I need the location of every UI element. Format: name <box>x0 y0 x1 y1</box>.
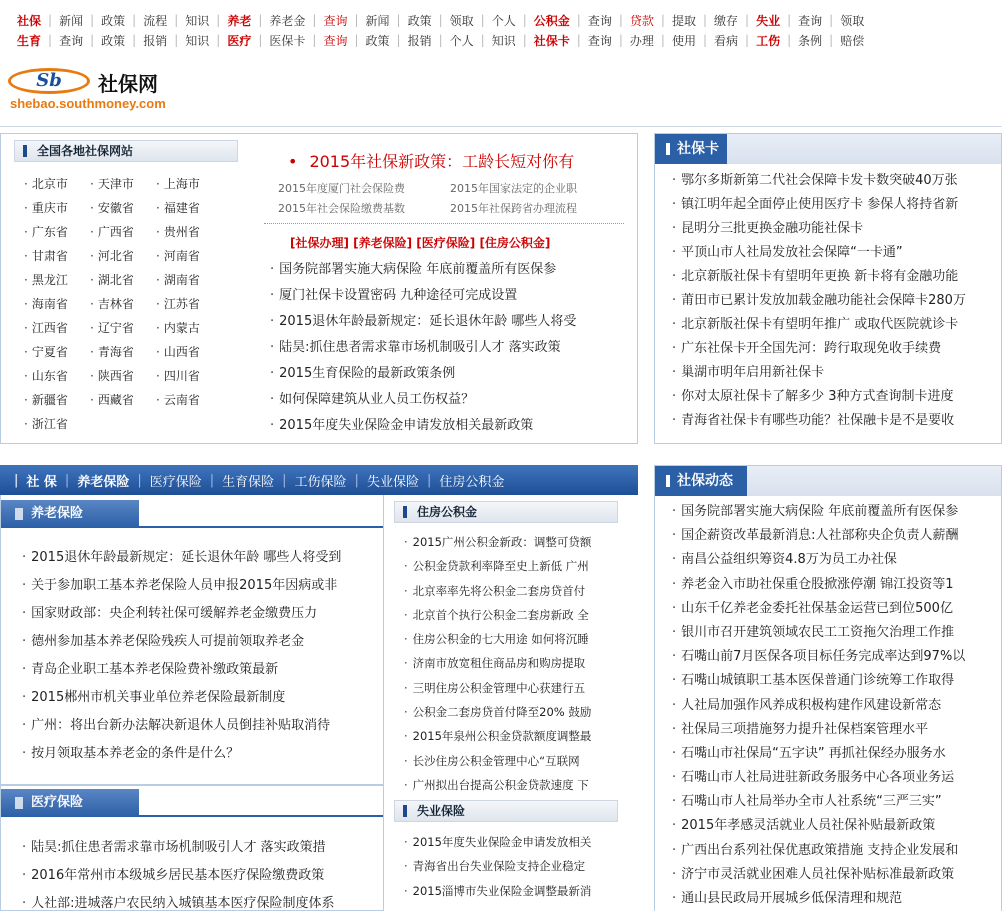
site-link[interactable]: · 云南省 <box>156 388 222 412</box>
sites-list <box>24 172 224 436</box>
nav-separator: | <box>258 13 263 27</box>
news-item[interactable]: · 2016年常州市本级城乡居民基本医疗保险缴费政策 <box>22 862 378 890</box>
yanglao-list <box>22 544 378 768</box>
nav-link[interactable]: 政策 <box>407 13 432 28</box>
nav-link[interactable]: 新闻 <box>59 13 84 28</box>
news-item[interactable]: · 2015年孝感灵活就业人员社保补贴最新政策 <box>672 814 994 838</box>
nav-link[interactable]: 流程 <box>143 13 168 28</box>
news-item[interactable]: · 国企薪资改革最新消息:人社部称央企负责人薪酬 <box>672 524 994 548</box>
news-item[interactable]: · 石嘴山市人社局进驻新政务服务中心各项业务运 <box>672 766 994 790</box>
nav-separator: | <box>396 13 401 27</box>
news-item[interactable]: · 石嘴山市人社局举办全市人社系统“三严三实” <box>672 790 994 814</box>
nav-link[interactable]: 工伤 <box>756 33 781 48</box>
news-item[interactable]: · 镇江明年起全面停止使用医疗卡 参保人将持省新 <box>672 193 994 217</box>
site-link[interactable]: · 湖南省 <box>156 268 222 292</box>
logo-name: 社保网 <box>98 72 158 96</box>
news-item[interactable]: · 莆田市已累计发放加载金融功能社会保障卡280万 <box>672 289 994 313</box>
news-item[interactable]: · 北京新版社保卡有望明年推广 或取代医院就诊卡 <box>672 313 994 337</box>
nav-separator: | <box>312 33 317 47</box>
category-tabbar <box>0 465 638 495</box>
nav-link[interactable]: 领取 <box>840 13 865 28</box>
site-link[interactable]: · 内蒙古 <box>156 316 222 340</box>
news-item[interactable]: · 广东社保卡开全国先河：跨行取现免收手续费 <box>672 337 994 361</box>
nav-separator: | <box>702 13 707 27</box>
news-item[interactable]: · 济宁市灵活就业困难人员社保补贴标准最新政策 <box>672 863 994 887</box>
nav-link[interactable]: 提取 <box>671 13 696 28</box>
tab-item[interactable]: 住房公积金 <box>439 474 505 490</box>
nav-separator: | <box>576 33 581 47</box>
news-item[interactable]: · 鄂尔多斯新第二代社会保障卡发卡数突破40万张 <box>672 169 994 193</box>
news-item[interactable]: · 昆明分三批更换金融功能社保卡 <box>672 217 994 241</box>
nav-separator: | <box>132 13 137 27</box>
news-item[interactable]: · 青海省出台失业保险支持企业稳定 <box>404 854 600 878</box>
nav-separator: | <box>174 13 179 27</box>
nav-separator: | <box>438 33 443 47</box>
nav-link[interactable]: 领取 <box>449 13 474 28</box>
nav-separator: | <box>480 13 485 27</box>
news-item[interactable]: · 青岛企业职工基本养老保险费补缴政策最新 <box>22 656 378 684</box>
dongtai-list <box>672 500 994 911</box>
nav-separator: | <box>216 13 221 27</box>
nav-separator: | <box>702 33 707 47</box>
news-item[interactable]: · 2015淄博市失业保险金调整最新消 <box>404 879 600 903</box>
headline-sub-2[interactable]: 2015年国家法定的企业职 <box>450 182 577 195</box>
nav-separator: | <box>618 33 623 47</box>
shiye-header: 失业保险 <box>394 800 618 822</box>
news-item[interactable]: · 住房公积金的七大用途 如何将沉睡 <box>404 627 600 651</box>
nav-link[interactable]: 办理 <box>629 33 654 48</box>
dongtai-header <box>655 466 1001 496</box>
nav-link[interactable]: 查询 <box>323 13 348 28</box>
news-item[interactable]: · 北京率率先将公积金二套房贷首付 <box>404 579 600 603</box>
nav-link[interactable]: 生育 <box>17 33 42 48</box>
logo-domain: shebao.southmoney.com <box>10 96 166 111</box>
nav-separator: | <box>745 13 750 27</box>
site-link[interactable]: · 贵州省 <box>156 220 222 244</box>
site-link[interactable]: · 浙江省 <box>24 412 90 436</box>
nav-row-1 <box>10 10 871 30</box>
news-item[interactable]: · 广州拟出台提高公积金贷款速度 下 <box>404 773 600 797</box>
sbk-list <box>672 169 994 433</box>
news-item[interactable]: · 国家财政部：央企利转社保可缓解养老金缴费压力 <box>22 600 378 628</box>
news-item[interactable]: · 德州参加基本养老保险残疾人可提前领取养老金 <box>22 628 378 656</box>
news-item[interactable]: · 山东千亿养老金委托社保基金运营已到位500亿 <box>672 597 994 621</box>
site-link[interactable]: · 广东省 <box>24 220 90 244</box>
news-item[interactable]: · 国务院部署实施大病保险 年底前覆盖所有医保参 <box>270 257 620 283</box>
nav-separator: | <box>216 33 221 47</box>
headline-news-list <box>270 257 620 439</box>
news-item[interactable]: · 公积金二套房贷首付降至20% 鼓励 <box>404 700 600 724</box>
yiliao-header <box>1 789 383 817</box>
nav-link[interactable]: 医保卡 <box>269 33 306 48</box>
site-link[interactable]: · 西藏省 <box>90 388 156 412</box>
news-item[interactable]: · 2015退休年龄最新规定：延长退休年龄 哪些人将受到 <box>22 544 378 572</box>
nav-link[interactable]: 养老金 <box>269 13 306 28</box>
site-link[interactable]: · 福建省 <box>156 196 222 220</box>
site-link[interactable]: · 山东省 <box>24 364 90 388</box>
site-link[interactable]: · 四川省 <box>156 364 222 388</box>
nav-separator: | <box>312 13 317 27</box>
news-item[interactable]: · 广州：将出台新办法解决新退休人员倒挂补贴取消待 <box>22 712 378 740</box>
nav-link[interactable]: 贷款 <box>629 13 654 28</box>
sbk-header <box>655 134 1001 164</box>
nav-separator: | <box>787 13 792 27</box>
nav-link[interactable]: 报销 <box>407 33 432 48</box>
nav-separator: | <box>90 13 95 27</box>
nav-link[interactable]: 查询 <box>323 33 348 48</box>
site-link[interactable]: · 新疆省 <box>24 388 90 412</box>
tab-item[interactable]: 失业保险 <box>366 474 419 490</box>
nav-separator: | <box>660 33 665 47</box>
nav-link[interactable]: 政策 <box>365 33 390 48</box>
nav-link[interactable]: 个人 <box>491 13 516 28</box>
nav-separator: | <box>660 13 665 27</box>
nav-link[interactable]: 条例 <box>798 33 823 48</box>
tab-item[interactable]: 生育保险 <box>222 474 275 490</box>
nav-link[interactable]: 个人 <box>449 33 474 48</box>
news-item[interactable]: · 2015年度失业保险金申请发放相关最新政策 <box>270 413 620 439</box>
site-link[interactable]: · 天津市 <box>90 172 156 196</box>
news-item[interactable]: · 如何保障建筑从业人员工伤权益？ <box>270 387 620 413</box>
news-item[interactable]: · 2015年泉州公积金贷款额度调整最 <box>404 724 600 748</box>
yiliao-list <box>22 834 378 911</box>
news-item[interactable]: · 石嘴山城镇职工基本医保普通门诊统筹工作取得 <box>672 669 994 693</box>
site-link[interactable]: · 北京市 <box>24 172 90 196</box>
news-item[interactable]: · 你对太原社保卡了解多少 3种方式查询制卡进度 <box>672 385 994 409</box>
tab-item[interactable]: 养老保险 <box>77 474 130 490</box>
news-item[interactable]: · 养老金入市助社保重仓股掀涨停潮 锦江投资等1 <box>672 573 994 597</box>
news-item[interactable]: · 2015生育保险的最新政策条例 <box>270 361 620 387</box>
site-link[interactable]: · 山西省 <box>156 340 222 364</box>
nav-separator: | <box>576 13 581 27</box>
news-item[interactable]: · 关于参加职工基本养老保险人员申报2015年因病或非 <box>22 572 378 600</box>
sbk-title: 社保卡 <box>659 134 727 164</box>
nav-link[interactable]: 查询 <box>587 33 612 48</box>
nav-separator: | <box>829 33 834 47</box>
site-link[interactable]: · 宁夏省 <box>24 340 90 364</box>
nav-link[interactable]: 查询 <box>798 13 823 28</box>
nav-link[interactable]: 失业 <box>756 13 781 28</box>
nav-link[interactable]: 知识 <box>185 33 210 48</box>
news-item[interactable]: · 北京首个执行公积金二套房新政 全 <box>404 603 600 627</box>
nav-link[interactable]: 使用 <box>671 33 696 48</box>
news-item[interactable]: · 按月领取基本养老金的条件是什么？ <box>22 740 378 768</box>
nav-link[interactable]: 缴存 <box>714 13 739 28</box>
yanglao-title: 养老保险 <box>1 500 139 528</box>
news-item[interactable]: · 北京新版社保卡有望明年更换 新卡将有金融功能 <box>672 265 994 289</box>
nav-link[interactable]: 社保 <box>17 13 42 28</box>
site-link[interactable]: · 江苏省 <box>156 292 222 316</box>
news-item[interactable]: · 2015年度失业保险金申请发放相关 <box>404 830 600 854</box>
tab-separator: | <box>354 472 359 488</box>
headline-bullet: • <box>288 152 298 171</box>
tab-separator: | <box>14 472 19 488</box>
category-links[interactable]: [社保办理] [养老保险] [医疗保险] [住房公积金] <box>290 236 551 250</box>
tab-separator: | <box>282 472 287 488</box>
headline-sub-1[interactable]: 2015年度厦门社会保险费 <box>278 182 405 195</box>
tab-item[interactable]: 工伤保险 <box>294 474 347 490</box>
site-link[interactable]: · 安徽省 <box>90 196 156 220</box>
news-item[interactable]: · 公积金贷款利率降至史上新低 广州 <box>404 554 600 578</box>
logo-mark: Sb <box>8 68 90 94</box>
nav-link[interactable]: 查询 <box>587 13 612 28</box>
site-logo[interactable] <box>6 66 206 114</box>
news-item[interactable]: · 2015广州公积金新政：调整可贷额 <box>404 530 600 554</box>
site-link[interactable]: · 青海省 <box>90 340 156 364</box>
nav-separator: | <box>438 13 443 27</box>
site-link[interactable]: · 海南省 <box>24 292 90 316</box>
nav-link[interactable]: 看病 <box>714 33 739 48</box>
site-link[interactable]: · 河南省 <box>156 244 222 268</box>
nav-separator: | <box>522 13 527 27</box>
news-item[interactable]: · 平顶山市人社局发放社会保障“一卡通” <box>672 241 994 265</box>
headline-sub-4[interactable]: 2015年社保跨省办理流程 <box>450 202 577 215</box>
nav-link[interactable]: 知识 <box>491 33 516 48</box>
news-item[interactable]: · 银川市召开建筑领域农民工工资拖欠治理工作推 <box>672 621 994 645</box>
site-link[interactable]: · 上海市 <box>156 172 222 196</box>
site-link[interactable]: · 重庆市 <box>24 196 90 220</box>
news-item[interactable]: · 人社部:进城落户农民纳入城镇基本医疗保险制度体系 <box>22 890 378 911</box>
site-link[interactable]: · 广西省 <box>90 220 156 244</box>
nav-separator: | <box>787 33 792 47</box>
headline-link[interactable] <box>288 149 574 172</box>
nav-link[interactable]: 知识 <box>185 13 210 28</box>
news-item[interactable]: · 2015郴州市机关事业单位养老保险最新制度 <box>22 684 378 712</box>
yiliao-title: 医疗保险 <box>1 789 139 817</box>
news-item[interactable]: · 石嘴山市社保局“五字诀” 再抓社保经办服务水 <box>672 742 994 766</box>
nav-separator: | <box>829 13 834 27</box>
news-item[interactable]: · 通山县民政局开展城乡低保清理和规范 <box>672 887 994 911</box>
news-item[interactable]: · 石嘴山前7月医保各项目标任务完成率达到97%以 <box>672 645 994 669</box>
yanglao-header <box>1 500 383 528</box>
nav-separator: | <box>258 33 263 47</box>
headline-divider <box>264 223 624 224</box>
news-item[interactable]: · 三明住房公积金管理中心获建行五 <box>404 676 600 700</box>
tab-separator: | <box>64 472 70 488</box>
nav-separator: | <box>132 33 137 47</box>
header-divider <box>0 126 1002 127</box>
nav-link[interactable]: 查询 <box>59 33 84 48</box>
dongtai-title: 社保动态 <box>659 466 747 496</box>
nav-link[interactable]: 赔偿 <box>840 33 865 48</box>
shiye-list <box>404 830 600 903</box>
news-item[interactable]: · 2015退休年龄最新规定：延长退休年龄 哪些人将受 <box>270 309 620 335</box>
gjj-list <box>404 530 600 797</box>
site-link[interactable]: · 陕西省 <box>90 364 156 388</box>
news-item[interactable]: · 社保局三项措施努力提升社保档案管理水平 <box>672 718 994 742</box>
news-item[interactable]: · 长沙住房公积金管理中心“互联网 <box>404 749 600 773</box>
headline-title: 2015年社保新政策：工龄长短对你有 <box>309 152 575 171</box>
nav-separator: | <box>174 33 179 47</box>
headline-sub-3[interactable]: 2015年社会保险缴费基数 <box>278 202 405 215</box>
nav-link[interactable]: 公积金 <box>533 13 570 28</box>
nav-separator: | <box>480 33 485 47</box>
nav-row-2 <box>10 30 871 50</box>
nav-separator: | <box>354 13 359 27</box>
news-item[interactable]: · 南昌公益组织筹资4.8万为员工办社保 <box>672 548 994 572</box>
gjj-header: 住房公积金 <box>394 501 618 523</box>
tab-separator: | <box>209 472 215 488</box>
site-link[interactable]: · 黑龙江 <box>24 268 90 292</box>
site-link[interactable]: · 吉林省 <box>90 292 156 316</box>
site-link[interactable]: · 辽宁省 <box>90 316 156 340</box>
nav-link[interactable]: 养老 <box>227 13 252 28</box>
nav-link[interactable]: 新闻 <box>365 13 390 28</box>
site-link[interactable]: · 湖北省 <box>90 268 156 292</box>
nav-separator: | <box>48 33 53 47</box>
news-item[interactable]: · 人社局加强作风养成积极构建作风建设新常态 <box>672 694 994 718</box>
nav-separator: | <box>396 33 401 47</box>
site-link[interactable]: · 江西省 <box>24 316 90 340</box>
nav-separator: | <box>48 13 53 27</box>
news-item[interactable]: · 巢湖市明年启用新社保卡 <box>672 361 994 385</box>
nav-separator: | <box>90 33 95 47</box>
nav-link[interactable]: 报销 <box>143 33 168 48</box>
news-item[interactable]: · 厦门社保卡设置密码 九种途径可完成设置 <box>270 283 620 309</box>
news-item[interactable]: · 陆昊:抓住患者需求靠市场机制吸引人才 落实政策 <box>270 335 620 361</box>
nav-separator: | <box>618 13 623 27</box>
tab-separator: | <box>137 472 142 488</box>
tab-separator: | <box>426 472 432 488</box>
nav-separator: | <box>745 33 750 47</box>
nav-link[interactable]: 政策 <box>101 33 126 48</box>
tab-item[interactable]: 医疗保险 <box>149 474 202 490</box>
tab-list <box>14 465 504 495</box>
site-link[interactable]: · 河北省 <box>90 244 156 268</box>
sites-title: 全国各地社保网站 <box>14 140 238 162</box>
tab-item[interactable]: 社 保 <box>26 474 57 490</box>
news-item[interactable]: · 国务院部署实施大病保险 年底前覆盖所有医保参 <box>672 500 994 524</box>
news-item[interactable]: · 广西出台系列社保优惠政策措施 支持企业发展和 <box>672 839 994 863</box>
top-navigation <box>0 0 1002 54</box>
nav-link[interactable]: 社保卡 <box>533 33 570 48</box>
news-item[interactable]: · 陆昊:抓住患者需求靠市场机制吸引人才 落实政策措 <box>22 834 378 862</box>
news-item[interactable]: · 青海省社保卡有哪些功能？社保融卡是不是要收 <box>672 409 994 433</box>
news-item[interactable]: · 济南市放宽租住商品房和购房提取 <box>404 651 600 675</box>
nav-link[interactable]: 政策 <box>101 13 126 28</box>
nav-separator: | <box>522 33 527 47</box>
nav-separator: | <box>354 33 359 47</box>
nav-link[interactable]: 医疗 <box>227 33 252 48</box>
site-link[interactable]: · 甘肃省 <box>24 244 90 268</box>
